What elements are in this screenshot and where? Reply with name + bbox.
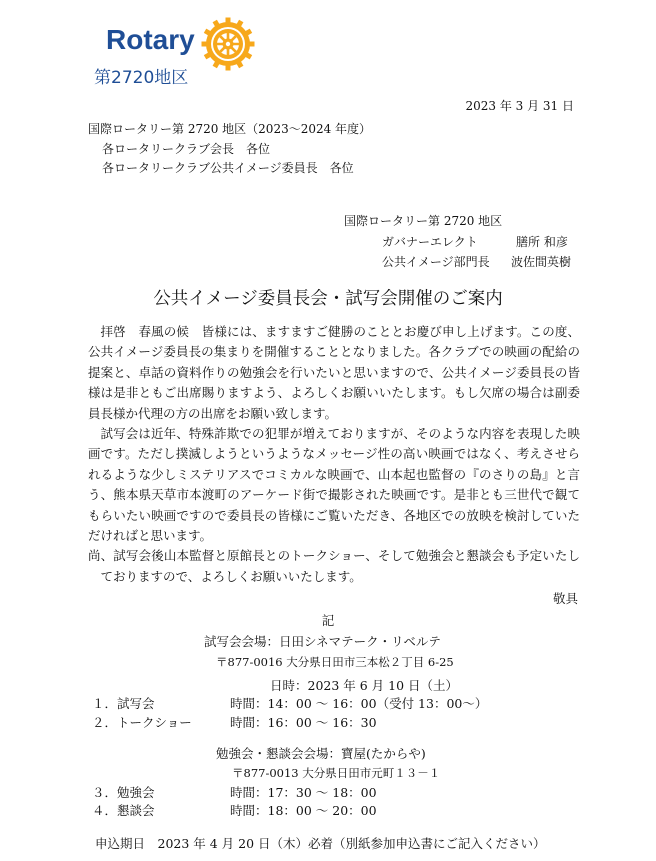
address-1: 〒877-0016 大分県日田市三本松２丁目 6-25: [216, 655, 454, 669]
schedule-label-4: ４．懇談会: [92, 803, 155, 818]
letter-body: [88, 322, 580, 587]
rotary-wheel-icon: [201, 17, 255, 71]
application-deadline: 申込期日 2023 年 4 月 20 日（木）必着（別紙参加申込書にご記入ください）: [95, 836, 546, 851]
rotary-wordmark: Rotary: [106, 24, 195, 55]
schedule-time-1: 時間：14：00 ～ 16：00（受付 13：00～）: [230, 696, 488, 711]
body-paragraph-2: 試写会は近年、特殊詐欺での犯罪が増えておりますが、そのような内容を表現した映画です。ただし撲滅しようというようなメッセージ性の高い映画ではなく、考えさせられるような少しミステリアスでコミカルな映画で、山本起也監督の『のさりの島』と言う、熊本県天草市本渡町のアーケード街で撮影された映画です。是非とも三世代で観てもらいたい映画ですので委員長の皆様にご覧いただき、各地区での放映を検討していただければと思います。: [88, 426, 580, 544]
closing-keigu: 敬具: [552, 591, 578, 606]
schedule-label-3: ３．勉強会: [92, 785, 155, 800]
district-label: 第2720地区: [94, 68, 189, 88]
venue-1: 試写会会場：日田シネマテーク・リベルテ: [204, 634, 441, 649]
recipient-line-1: 国際ロータリー第 2720 地区（2023～2024 年度）: [88, 122, 372, 136]
sender-role-1: ガバナーエレクト: [382, 235, 478, 249]
document-title: 公共イメージ委員長会・試写会開催のご案内: [153, 289, 503, 309]
schedule-time-2: 時間：16：00 ～ 16：30: [230, 715, 377, 730]
venue-2: 勉強会・懇談会会場：寶屋(たからや): [216, 746, 426, 761]
schedule-label-2: ２．トークショー: [92, 715, 192, 730]
address-2: 〒877-0013 大分県日田市元町１３－１: [232, 766, 441, 780]
document-date: 2023 年 3 月 31 日: [465, 99, 574, 113]
sender-name-1: 膳所 和彦: [516, 235, 568, 249]
event-date: 日時：2023 年 6 月 10 日（土）: [270, 678, 459, 693]
body-paragraph-1: 拝啓 春風の候 皆様には、ますますご健勝のこととお慶び申し上げます。この度、公共イメージ委員長の集まりを開催することとなりました。各クラブでの映画の配給の提案と、卓話の資料作りの勉強会を行いたいと思いますので、公共イメージ委員長の皆様は是非ともご出席賜りますよう、よろしくお願いいたします。もし欠席の場合は副委員長様か代理の方の出席をお願い致します。: [88, 324, 580, 421]
schedule-label-1: １．試写会: [92, 696, 155, 711]
ki-heading: 記: [321, 613, 335, 628]
sender-role-2: 公共イメージ部門長: [382, 255, 490, 269]
body-paragraph-3: 尚、試写会後山本監督と原館長とのトークショー、そして勉強会と懇談会も予定いたしておりますので、よろしくお願いいたします。: [88, 548, 580, 584]
schedule-time-4: 時間：18：00 ～ 20：00: [230, 803, 377, 818]
recipient-line-2: 各ロータリークラブ会長 各位: [102, 142, 271, 156]
recipient-line-3: 各ロータリークラブ公共イメージ委員長 各位: [102, 161, 354, 175]
sender-name-2: 波佐間英樹: [511, 255, 572, 269]
sender-org: 国際ロータリー第 2720 地区: [344, 214, 503, 228]
schedule-time-3: 時間：17：30 ～ 18：00: [230, 785, 377, 800]
